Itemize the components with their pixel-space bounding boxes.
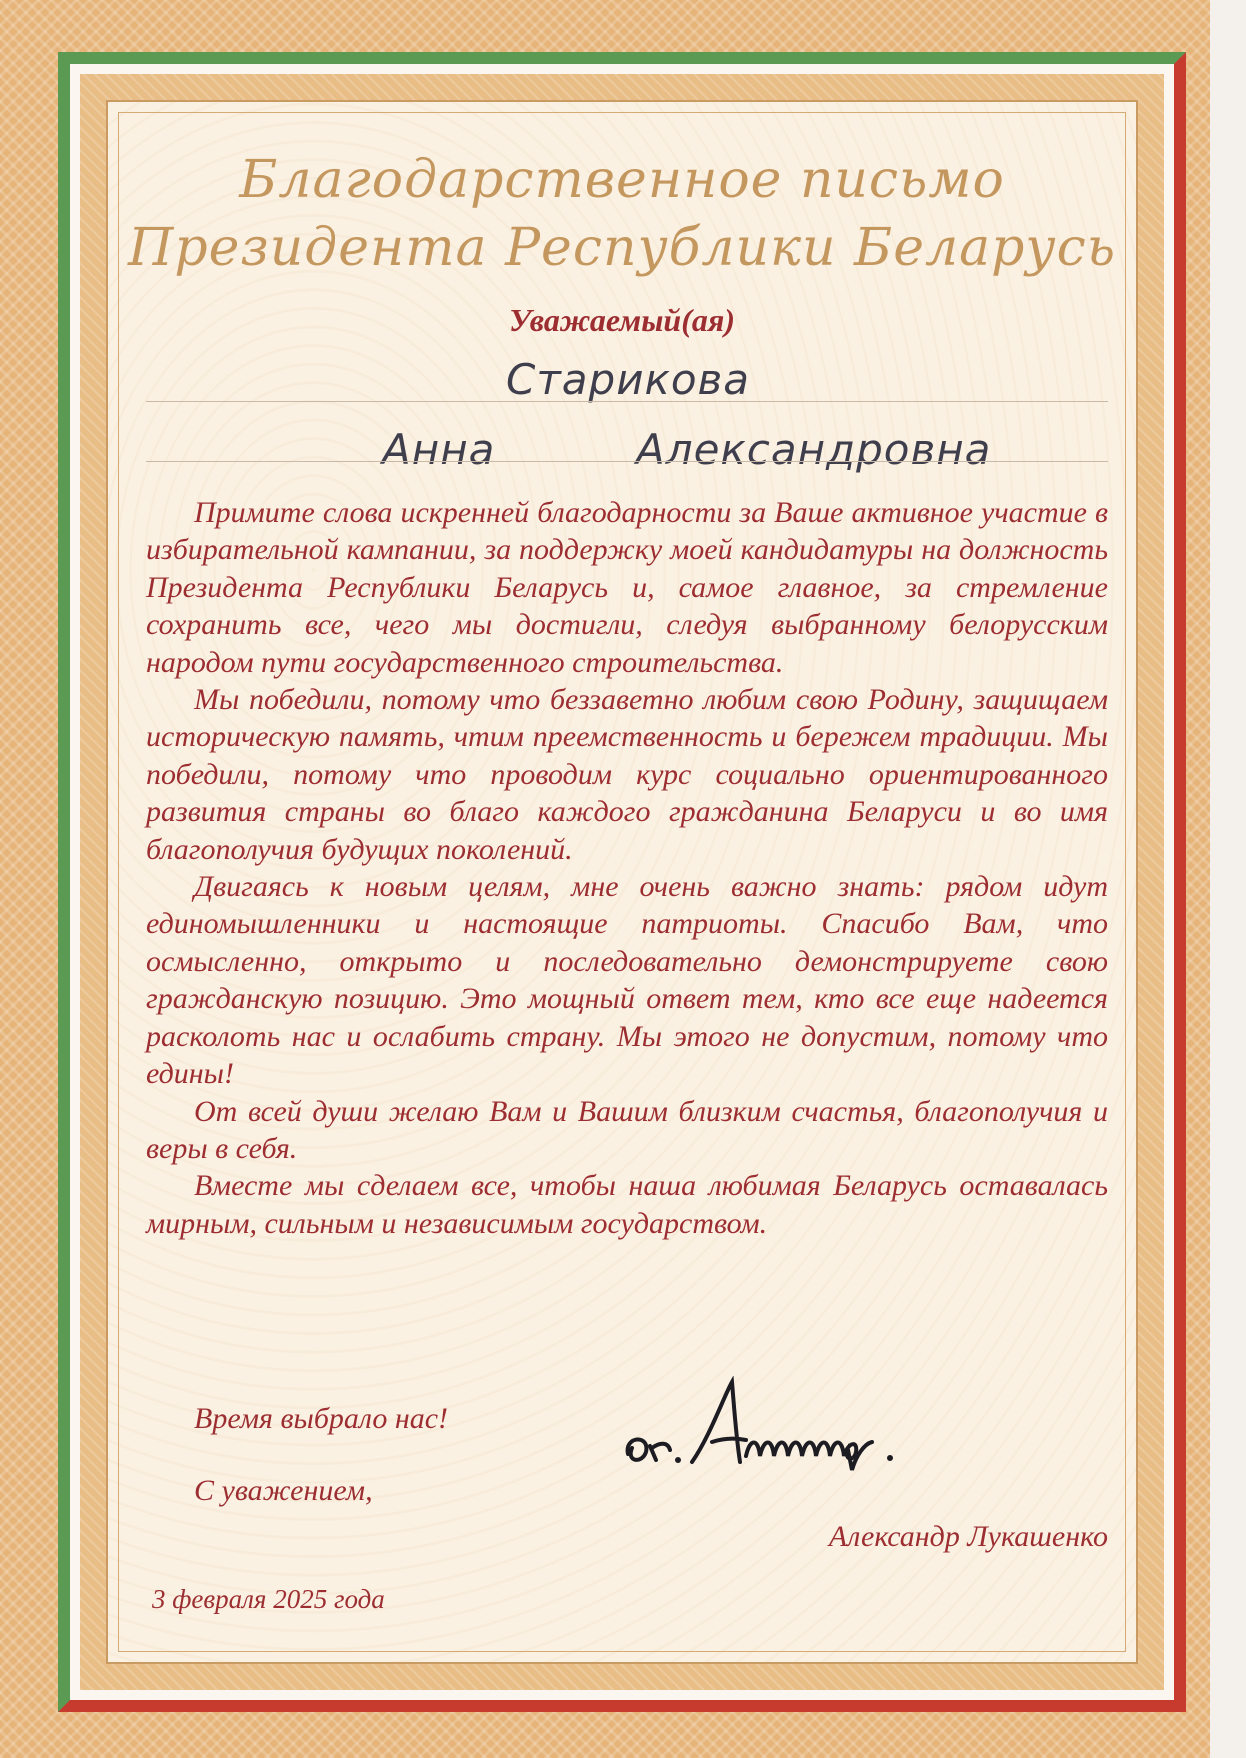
handwritten-signature [620, 1376, 960, 1476]
recipient-surname: Старикова [506, 355, 751, 404]
motto: Время выбрало нас! [194, 1402, 449, 1435]
fill-line-name [146, 461, 1108, 462]
paragraph-2: Мы победили, потому что беззаветно любим свою Родину, защищаем историческую память, чтим преемственность и бережем традиции. Мы победили, потому что проводим курс социально ориентированного развития страны во благо каждого гражданина Беларуси и во имя благополучия будущих поколений. [146, 683, 1108, 866]
title-line-1: Благодарственное письмо [239, 150, 1005, 210]
paragraph-1: Примите слова искренней благодарности за Ваше активное участие в избирательной кампании, за поддержку моей кандидатуры на должность Президента Республики Беларусь и, самое главное, за стремление сохранить все, чего мы достигли, следуя выбранному белорусским народом пути государственного строительства. [146, 496, 1108, 679]
signer-name: Александр Лукашенко [828, 1520, 1108, 1553]
fill-line-surname [146, 401, 1108, 402]
paragraph-4: От всей души желаю Вам и Вашим близким счастья, благополучия и веры в себя. [146, 1094, 1108, 1165]
recipient-first-name: Анна [382, 425, 496, 474]
title-line-2: Президента Республики Беларусь [127, 218, 1116, 278]
paragraph-5: Вместе мы сделаем все, чтобы наша любимая Беларусь оставалась мирным, сильным и независимым государством. [146, 1169, 1108, 1240]
closing-phrase: С уважением, [194, 1474, 373, 1507]
letter-body [146, 494, 1108, 1242]
paragraph-3: Двигаясь к новым целям, мне очень важно знать: рядом идут единомышленники и настоящие патриоты. Спасибо Вам, что осмысленно, открыто и последовательно демонстрируете свою гражданскую позицию. Это мощный ответ тем, кто все еще надеется расколоть нас и ослабить страну. Мы этого не допустим, потому что едины! [146, 870, 1108, 1091]
recipient-patronymic: Александровна [636, 425, 992, 474]
salutation: Уважаемый(ая) [508, 302, 735, 338]
letter-date: 3 февраля 2025 года [152, 1584, 385, 1614]
